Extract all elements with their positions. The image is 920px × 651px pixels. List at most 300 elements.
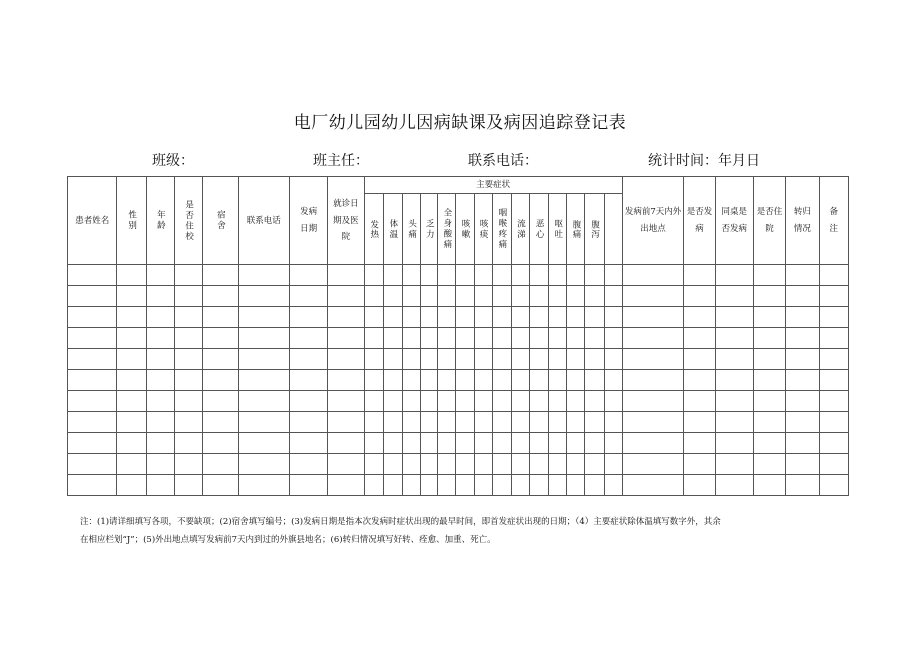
table-cell[interactable]	[492, 433, 511, 454]
table-cell[interactable]	[786, 412, 819, 433]
table-cell[interactable]	[786, 265, 819, 286]
table-cell[interactable]	[117, 349, 146, 370]
table-cell[interactable]	[383, 286, 402, 307]
table-cell[interactable]	[622, 307, 684, 328]
table-cell[interactable]	[492, 265, 511, 286]
table-cell[interactable]	[289, 433, 327, 454]
table-cell[interactable]	[174, 328, 202, 349]
table-cell[interactable]	[492, 454, 511, 475]
table-cell[interactable]	[585, 328, 604, 349]
table-cell[interactable]	[819, 349, 849, 370]
table-cell[interactable]	[364, 328, 383, 349]
table-cell[interactable]	[328, 307, 364, 328]
table-cell[interactable]	[604, 370, 622, 391]
table-cell[interactable]	[511, 286, 529, 307]
table-cell[interactable]	[328, 349, 364, 370]
table-cell[interactable]	[474, 475, 492, 496]
table-cell[interactable]	[511, 391, 529, 412]
table-cell[interactable]	[549, 349, 567, 370]
table-cell[interactable]	[68, 370, 117, 391]
table-cell[interactable]	[421, 412, 438, 433]
table-cell[interactable]	[715, 328, 753, 349]
table-cell[interactable]	[753, 328, 785, 349]
table-cell[interactable]	[68, 349, 117, 370]
table-cell[interactable]	[753, 412, 785, 433]
table-cell[interactable]	[203, 328, 238, 349]
table-cell[interactable]	[456, 412, 474, 433]
table-cell[interactable]	[492, 286, 511, 307]
table-cell[interactable]	[364, 391, 383, 412]
table-cell[interactable]	[203, 475, 238, 496]
table-cell[interactable]	[328, 433, 364, 454]
table-cell[interactable]	[567, 454, 585, 475]
table-cell[interactable]	[203, 349, 238, 370]
table-cell[interactable]	[684, 307, 715, 328]
table-cell[interactable]	[786, 307, 819, 328]
table-cell[interactable]	[146, 307, 174, 328]
table-cell[interactable]	[289, 349, 327, 370]
table-cell[interactable]	[203, 370, 238, 391]
table-cell[interactable]	[364, 307, 383, 328]
table-cell[interactable]	[604, 391, 622, 412]
table-cell[interactable]	[146, 286, 174, 307]
table-cell[interactable]	[786, 328, 819, 349]
table-cell[interactable]	[567, 265, 585, 286]
table-cell[interactable]	[438, 265, 456, 286]
table-cell[interactable]	[383, 412, 402, 433]
table-cell[interactable]	[174, 307, 202, 328]
table-cell[interactable]	[203, 412, 238, 433]
table-cell[interactable]	[402, 286, 420, 307]
table-cell[interactable]	[438, 391, 456, 412]
table-cell[interactable]	[567, 391, 585, 412]
table-cell[interactable]	[117, 412, 146, 433]
table-cell[interactable]	[585, 349, 604, 370]
table-cell[interactable]	[819, 454, 849, 475]
table-cell[interactable]	[289, 391, 327, 412]
table-cell[interactable]	[567, 349, 585, 370]
table-cell[interactable]	[146, 475, 174, 496]
table-cell[interactable]	[438, 328, 456, 349]
table-cell[interactable]	[567, 328, 585, 349]
table-cell[interactable]	[68, 454, 117, 475]
table-cell[interactable]	[456, 307, 474, 328]
table-cell[interactable]	[684, 370, 715, 391]
table-cell[interactable]	[786, 454, 819, 475]
table-cell[interactable]	[474, 265, 492, 286]
table-cell[interactable]	[328, 265, 364, 286]
table-cell[interactable]	[474, 307, 492, 328]
table-cell[interactable]	[529, 286, 548, 307]
table-cell[interactable]	[819, 328, 849, 349]
table-cell[interactable]	[753, 475, 785, 496]
table-cell[interactable]	[68, 412, 117, 433]
table-cell[interactable]	[819, 286, 849, 307]
table-cell[interactable]	[567, 370, 585, 391]
table-cell[interactable]	[819, 370, 849, 391]
table-cell[interactable]	[474, 391, 492, 412]
table-cell[interactable]	[289, 307, 327, 328]
table-cell[interactable]	[585, 307, 604, 328]
table-cell[interactable]	[203, 265, 238, 286]
table-cell[interactable]	[68, 286, 117, 307]
table-cell[interactable]	[238, 433, 289, 454]
table-cell[interactable]	[492, 412, 511, 433]
table-cell[interactable]	[604, 433, 622, 454]
table-cell[interactable]	[203, 286, 238, 307]
table-cell[interactable]	[68, 391, 117, 412]
table-cell[interactable]	[604, 286, 622, 307]
table-cell[interactable]	[117, 307, 146, 328]
table-cell[interactable]	[174, 265, 202, 286]
table-cell[interactable]	[364, 454, 383, 475]
table-cell[interactable]	[622, 370, 684, 391]
table-cell[interactable]	[383, 328, 402, 349]
table-cell[interactable]	[238, 265, 289, 286]
table-cell[interactable]	[622, 328, 684, 349]
table-cell[interactable]	[715, 433, 753, 454]
table-cell[interactable]	[715, 475, 753, 496]
table-cell[interactable]	[684, 454, 715, 475]
table-cell[interactable]	[684, 265, 715, 286]
table-cell[interactable]	[622, 349, 684, 370]
table-cell[interactable]	[328, 286, 364, 307]
table-cell[interactable]	[364, 349, 383, 370]
table-cell[interactable]	[146, 265, 174, 286]
table-cell[interactable]	[328, 370, 364, 391]
table-cell[interactable]	[511, 370, 529, 391]
table-cell[interactable]	[328, 391, 364, 412]
table-cell[interactable]	[238, 454, 289, 475]
table-cell[interactable]	[364, 370, 383, 391]
table-cell[interactable]	[117, 328, 146, 349]
table-cell[interactable]	[511, 349, 529, 370]
table-cell[interactable]	[383, 349, 402, 370]
table-cell[interactable]	[402, 370, 420, 391]
table-cell[interactable]	[753, 307, 785, 328]
table-cell[interactable]	[684, 391, 715, 412]
table-cell[interactable]	[492, 349, 511, 370]
table-cell[interactable]	[238, 370, 289, 391]
table-cell[interactable]	[238, 328, 289, 349]
table-cell[interactable]	[715, 307, 753, 328]
table-cell[interactable]	[753, 265, 785, 286]
table-cell[interactable]	[456, 286, 474, 307]
table-cell[interactable]	[585, 433, 604, 454]
table-cell[interactable]	[549, 328, 567, 349]
table-cell[interactable]	[549, 475, 567, 496]
table-cell[interactable]	[684, 475, 715, 496]
table-cell[interactable]	[438, 475, 456, 496]
table-cell[interactable]	[438, 370, 456, 391]
table-cell[interactable]	[146, 391, 174, 412]
table-cell[interactable]	[402, 391, 420, 412]
table-cell[interactable]	[364, 433, 383, 454]
table-cell[interactable]	[604, 307, 622, 328]
table-cell[interactable]	[68, 265, 117, 286]
table-cell[interactable]	[68, 475, 117, 496]
table-cell[interactable]	[492, 307, 511, 328]
table-cell[interactable]	[753, 454, 785, 475]
table-cell[interactable]	[402, 265, 420, 286]
table-cell[interactable]	[684, 286, 715, 307]
table-cell[interactable]	[146, 454, 174, 475]
table-cell[interactable]	[238, 391, 289, 412]
table-cell[interactable]	[819, 391, 849, 412]
table-cell[interactable]	[117, 265, 146, 286]
table-cell[interactable]	[549, 454, 567, 475]
table-cell[interactable]	[146, 370, 174, 391]
table-cell[interactable]	[364, 475, 383, 496]
table-cell[interactable]	[753, 286, 785, 307]
table-cell[interactable]	[289, 265, 327, 286]
table-cell[interactable]	[604, 349, 622, 370]
table-cell[interactable]	[174, 433, 202, 454]
table-cell[interactable]	[715, 412, 753, 433]
table-cell[interactable]	[604, 475, 622, 496]
table-cell[interactable]	[585, 265, 604, 286]
table-cell[interactable]	[492, 370, 511, 391]
table-cell[interactable]	[492, 391, 511, 412]
table-cell[interactable]	[174, 391, 202, 412]
table-cell[interactable]	[174, 349, 202, 370]
table-cell[interactable]	[421, 475, 438, 496]
table-cell[interactable]	[421, 265, 438, 286]
table-cell[interactable]	[456, 475, 474, 496]
table-cell[interactable]	[474, 286, 492, 307]
table-cell[interactable]	[402, 433, 420, 454]
table-cell[interactable]	[456, 433, 474, 454]
table-cell[interactable]	[383, 454, 402, 475]
table-cell[interactable]	[819, 307, 849, 328]
table-cell[interactable]	[604, 412, 622, 433]
table-cell[interactable]	[604, 265, 622, 286]
table-cell[interactable]	[684, 412, 715, 433]
table-cell[interactable]	[715, 349, 753, 370]
table-cell[interactable]	[421, 391, 438, 412]
table-cell[interactable]	[474, 328, 492, 349]
table-cell[interactable]	[753, 433, 785, 454]
table-cell[interactable]	[68, 328, 117, 349]
table-cell[interactable]	[383, 433, 402, 454]
table-cell[interactable]	[604, 328, 622, 349]
table-cell[interactable]	[364, 286, 383, 307]
table-cell[interactable]	[622, 286, 684, 307]
table-cell[interactable]	[511, 328, 529, 349]
table-cell[interactable]	[289, 286, 327, 307]
table-cell[interactable]	[622, 475, 684, 496]
table-cell[interactable]	[438, 454, 456, 475]
table-cell[interactable]	[715, 391, 753, 412]
table-cell[interactable]	[684, 433, 715, 454]
table-cell[interactable]	[529, 433, 548, 454]
table-cell[interactable]	[117, 391, 146, 412]
table-cell[interactable]	[474, 370, 492, 391]
table-cell[interactable]	[786, 433, 819, 454]
table-cell[interactable]	[203, 391, 238, 412]
table-cell[interactable]	[715, 454, 753, 475]
table-cell[interactable]	[383, 265, 402, 286]
table-cell[interactable]	[529, 412, 548, 433]
table-cell[interactable]	[421, 433, 438, 454]
table-cell[interactable]	[684, 349, 715, 370]
table-cell[interactable]	[146, 349, 174, 370]
table-cell[interactable]	[289, 370, 327, 391]
table-cell[interactable]	[474, 454, 492, 475]
table-cell[interactable]	[328, 328, 364, 349]
table-cell[interactable]	[786, 349, 819, 370]
table-cell[interactable]	[567, 286, 585, 307]
table-cell[interactable]	[68, 307, 117, 328]
table-cell[interactable]	[383, 370, 402, 391]
table-cell[interactable]	[328, 412, 364, 433]
table-cell[interactable]	[289, 328, 327, 349]
table-cell[interactable]	[402, 328, 420, 349]
table-cell[interactable]	[289, 475, 327, 496]
table-cell[interactable]	[622, 412, 684, 433]
table-cell[interactable]	[383, 475, 402, 496]
table-cell[interactable]	[421, 349, 438, 370]
table-cell[interactable]	[146, 412, 174, 433]
table-cell[interactable]	[174, 286, 202, 307]
table-cell[interactable]	[474, 433, 492, 454]
table-cell[interactable]	[786, 475, 819, 496]
table-cell[interactable]	[383, 391, 402, 412]
table-cell[interactable]	[585, 286, 604, 307]
table-cell[interactable]	[474, 412, 492, 433]
table-cell[interactable]	[549, 391, 567, 412]
table-cell[interactable]	[549, 370, 567, 391]
table-cell[interactable]	[421, 328, 438, 349]
table-cell[interactable]	[529, 370, 548, 391]
table-cell[interactable]	[328, 454, 364, 475]
table-cell[interactable]	[585, 454, 604, 475]
table-cell[interactable]	[604, 454, 622, 475]
table-cell[interactable]	[511, 265, 529, 286]
table-cell[interactable]	[421, 307, 438, 328]
table-cell[interactable]	[753, 391, 785, 412]
table-cell[interactable]	[529, 391, 548, 412]
table-cell[interactable]	[328, 475, 364, 496]
table-cell[interactable]	[585, 475, 604, 496]
table-cell[interactable]	[753, 349, 785, 370]
table-cell[interactable]	[289, 412, 327, 433]
table-cell[interactable]	[819, 265, 849, 286]
table-cell[interactable]	[402, 349, 420, 370]
table-cell[interactable]	[549, 265, 567, 286]
table-cell[interactable]	[438, 412, 456, 433]
table-cell[interactable]	[238, 307, 289, 328]
table-cell[interactable]	[203, 307, 238, 328]
table-cell[interactable]	[622, 433, 684, 454]
table-cell[interactable]	[585, 412, 604, 433]
table-cell[interactable]	[238, 475, 289, 496]
table-cell[interactable]	[549, 307, 567, 328]
table-cell[interactable]	[117, 454, 146, 475]
table-cell[interactable]	[567, 307, 585, 328]
table-cell[interactable]	[529, 475, 548, 496]
table-cell[interactable]	[402, 475, 420, 496]
table-cell[interactable]	[529, 265, 548, 286]
table-cell[interactable]	[715, 286, 753, 307]
table-cell[interactable]	[511, 433, 529, 454]
table-cell[interactable]	[715, 265, 753, 286]
table-cell[interactable]	[819, 433, 849, 454]
table-cell[interactable]	[289, 454, 327, 475]
table-cell[interactable]	[715, 370, 753, 391]
table-cell[interactable]	[456, 265, 474, 286]
table-cell[interactable]	[117, 475, 146, 496]
table-cell[interactable]	[585, 391, 604, 412]
table-cell[interactable]	[438, 286, 456, 307]
table-cell[interactable]	[421, 370, 438, 391]
table-cell[interactable]	[402, 454, 420, 475]
table-cell[interactable]	[567, 412, 585, 433]
table-cell[interactable]	[529, 454, 548, 475]
table-cell[interactable]	[456, 391, 474, 412]
table-cell[interactable]	[238, 412, 289, 433]
table-cell[interactable]	[511, 412, 529, 433]
table-cell[interactable]	[364, 265, 383, 286]
table-cell[interactable]	[174, 454, 202, 475]
table-cell[interactable]	[529, 307, 548, 328]
table-cell[interactable]	[492, 475, 511, 496]
table-cell[interactable]	[438, 307, 456, 328]
table-cell[interactable]	[622, 454, 684, 475]
table-cell[interactable]	[474, 349, 492, 370]
table-cell[interactable]	[684, 328, 715, 349]
table-cell[interactable]	[421, 454, 438, 475]
table-cell[interactable]	[753, 370, 785, 391]
table-cell[interactable]	[402, 307, 420, 328]
table-cell[interactable]	[238, 286, 289, 307]
table-cell[interactable]	[549, 412, 567, 433]
table-cell[interactable]	[421, 286, 438, 307]
table-cell[interactable]	[786, 286, 819, 307]
table-cell[interactable]	[549, 286, 567, 307]
table-cell[interactable]	[203, 433, 238, 454]
table-cell[interactable]	[511, 454, 529, 475]
table-cell[interactable]	[585, 370, 604, 391]
table-cell[interactable]	[456, 349, 474, 370]
table-cell[interactable]	[567, 433, 585, 454]
table-cell[interactable]	[117, 370, 146, 391]
table-cell[interactable]	[383, 307, 402, 328]
table-cell[interactable]	[238, 349, 289, 370]
table-cell[interactable]	[174, 475, 202, 496]
table-cell[interactable]	[68, 433, 117, 454]
table-cell[interactable]	[819, 412, 849, 433]
table-cell[interactable]	[622, 265, 684, 286]
table-cell[interactable]	[456, 370, 474, 391]
table-cell[interactable]	[364, 412, 383, 433]
table-cell[interactable]	[819, 475, 849, 496]
table-cell[interactable]	[529, 328, 548, 349]
table-cell[interactable]	[146, 433, 174, 454]
table-cell[interactable]	[511, 475, 529, 496]
table-cell[interactable]	[549, 433, 567, 454]
table-cell[interactable]	[567, 475, 585, 496]
table-cell[interactable]	[511, 307, 529, 328]
table-cell[interactable]	[456, 328, 474, 349]
table-cell[interactable]	[456, 454, 474, 475]
table-cell[interactable]	[622, 391, 684, 412]
table-cell[interactable]	[786, 370, 819, 391]
table-cell[interactable]	[786, 391, 819, 412]
table-cell[interactable]	[529, 349, 548, 370]
table-cell[interactable]	[438, 349, 456, 370]
table-cell[interactable]	[117, 286, 146, 307]
